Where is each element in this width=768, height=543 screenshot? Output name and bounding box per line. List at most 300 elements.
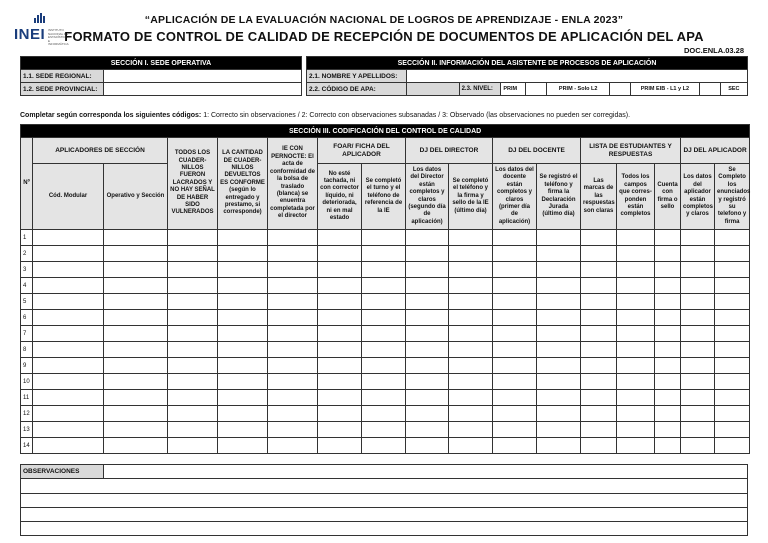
table-cell[interactable] xyxy=(268,230,318,246)
table-cell[interactable] xyxy=(655,390,681,406)
nivel-label: 2.3. NIVEL: xyxy=(459,83,501,96)
table-cell[interactable] xyxy=(362,326,406,342)
table-cell[interactable] xyxy=(406,358,449,374)
table-cell[interactable] xyxy=(33,342,104,358)
nombre-field[interactable] xyxy=(407,70,748,83)
table-cell[interactable] xyxy=(406,262,449,278)
table-cell[interactable] xyxy=(581,422,617,438)
table-cell[interactable] xyxy=(655,294,681,310)
table-cell[interactable] xyxy=(406,326,449,342)
table-cell[interactable] xyxy=(168,278,218,294)
table-cell[interactable] xyxy=(537,230,581,246)
table-cell[interactable] xyxy=(617,374,655,390)
table-cell[interactable] xyxy=(581,438,617,454)
row-number: 1 xyxy=(21,230,33,246)
table-cell[interactable] xyxy=(318,310,362,326)
table-cell[interactable] xyxy=(218,374,268,390)
table-cell[interactable] xyxy=(218,422,268,438)
codes-instructions xyxy=(20,112,630,119)
table-row xyxy=(21,358,750,374)
sede-provincial-field[interactable] xyxy=(104,83,302,96)
table-cell[interactable] xyxy=(168,422,218,438)
section3-body xyxy=(21,230,750,454)
row-number: 6 xyxy=(21,310,33,326)
table-cell[interactable] xyxy=(449,374,493,390)
row-number: 11 xyxy=(21,390,33,406)
table-cell[interactable] xyxy=(168,246,218,262)
table-cell[interactable] xyxy=(537,326,581,342)
table-cell[interactable] xyxy=(449,278,493,294)
table-cell[interactable] xyxy=(493,246,537,262)
table-cell[interactable] xyxy=(537,406,581,422)
table-row xyxy=(21,230,750,246)
table-cell[interactable] xyxy=(655,342,681,358)
table-cell[interactable] xyxy=(268,406,318,422)
table-cell[interactable] xyxy=(104,230,168,246)
row-number: 7 xyxy=(21,326,33,342)
row-number: 12 xyxy=(21,406,33,422)
table-cell[interactable] xyxy=(617,262,655,278)
table-cell[interactable] xyxy=(406,246,449,262)
table-cell[interactable] xyxy=(318,294,362,310)
table-cell[interactable] xyxy=(33,326,104,342)
table-cell[interactable] xyxy=(104,438,168,454)
row-number: 5 xyxy=(21,294,33,310)
table-cell[interactable] xyxy=(218,294,268,310)
logo-text: INEI xyxy=(14,26,46,43)
table-cell[interactable] xyxy=(449,406,493,422)
table-cell[interactable] xyxy=(655,374,681,390)
table-cell[interactable] xyxy=(581,278,617,294)
table-cell[interactable] xyxy=(493,326,537,342)
row-number: 10 xyxy=(21,374,33,390)
table-cell[interactable] xyxy=(715,342,750,358)
table-cell[interactable] xyxy=(104,390,168,406)
table-cell[interactable] xyxy=(168,438,218,454)
col-cantidad: LA CANTIDAD DE CUADER-NILLOS DEVUELTOS ES CONFORME (según lo entregado y prestamo, si corresponde) xyxy=(218,138,268,230)
nivel-prim-eib-label: PRIM EIB - L1 y L2 xyxy=(630,83,699,96)
table-cell[interactable] xyxy=(362,406,406,422)
table-cell[interactable] xyxy=(493,438,537,454)
table-cell[interactable] xyxy=(218,326,268,342)
table-cell[interactable] xyxy=(581,294,617,310)
col-dir-b: Se completó el teléfono y la firma y sello de la IE (último día) xyxy=(449,164,493,230)
table-cell[interactable] xyxy=(104,374,168,390)
table-cell[interactable] xyxy=(104,246,168,262)
section3-title: SECCIÓN III. CODIFICACIÓN DEL CONTROL DE CALIDAD xyxy=(21,125,750,138)
table-cell[interactable] xyxy=(104,326,168,342)
table-cell[interactable] xyxy=(715,246,750,262)
table-cell[interactable] xyxy=(449,262,493,278)
table-cell[interactable] xyxy=(318,438,362,454)
table-cell[interactable] xyxy=(617,230,655,246)
table-cell[interactable] xyxy=(681,262,715,278)
codes-lead: Completar según corresponda los siguientes códigos: xyxy=(20,112,202,119)
table-cell[interactable] xyxy=(681,230,715,246)
codigo-apa-field[interactable] xyxy=(407,83,459,96)
table-cell[interactable] xyxy=(715,230,750,246)
table-cell[interactable] xyxy=(104,310,168,326)
document-title: “APLICACIÓN DE LA EVALUACIÓN NACIONAL DE LOGROS DE APRENDIZAJE - ENLA 2023” xyxy=(144,14,624,26)
table-cell[interactable] xyxy=(715,358,750,374)
table-cell[interactable] xyxy=(617,390,655,406)
table-cell[interactable] xyxy=(362,374,406,390)
table-cell[interactable] xyxy=(33,230,104,246)
table-cell[interactable] xyxy=(617,326,655,342)
document-subtitle: FORMATO DE CONTROL DE CALIDAD DE RECEPCIÓN DE DOCUMENTOS DE APLICACIÓN DEL APA xyxy=(64,29,704,44)
table-cell[interactable] xyxy=(318,342,362,358)
table-cell[interactable] xyxy=(33,294,104,310)
table-cell[interactable] xyxy=(33,310,104,326)
table-cell[interactable] xyxy=(537,358,581,374)
table-cell[interactable] xyxy=(449,390,493,406)
table-row xyxy=(21,374,750,390)
table-cell[interactable] xyxy=(681,422,715,438)
table-cell[interactable] xyxy=(268,390,318,406)
table-cell[interactable] xyxy=(33,438,104,454)
table-cell[interactable] xyxy=(581,310,617,326)
table-cell[interactable] xyxy=(104,422,168,438)
table-cell[interactable] xyxy=(655,310,681,326)
table-cell[interactable] xyxy=(715,326,750,342)
col-cod-modular: Cód. Modular xyxy=(33,164,104,230)
sede-regional-field[interactable] xyxy=(104,70,302,83)
col-todos-los: TODOS LOS CUADER-NILLOS FUERON LACRADOS Y NO HAY SEÑAL DE HABER SIDO VULNERADOS xyxy=(168,138,218,230)
col-foar-b: Se completó el turno y el teléfono de referencia de la IE xyxy=(362,164,406,230)
table-cell[interactable] xyxy=(168,374,218,390)
nivel-prim-checkbox[interactable] xyxy=(526,83,547,96)
table-cell[interactable] xyxy=(681,278,715,294)
table-cell[interactable] xyxy=(406,374,449,390)
table-cell[interactable] xyxy=(33,390,104,406)
table-cell[interactable] xyxy=(617,278,655,294)
table-cell[interactable] xyxy=(449,246,493,262)
table-cell[interactable] xyxy=(168,342,218,358)
table-cell[interactable] xyxy=(406,438,449,454)
table-cell[interactable] xyxy=(218,278,268,294)
table-row xyxy=(21,422,750,438)
row-number: 3 xyxy=(21,262,33,278)
table-cell[interactable] xyxy=(104,342,168,358)
table-cell[interactable] xyxy=(681,358,715,374)
table-cell[interactable] xyxy=(493,342,537,358)
table-cell[interactable] xyxy=(218,342,268,358)
table-cell[interactable] xyxy=(218,310,268,326)
table-cell[interactable] xyxy=(617,342,655,358)
table-cell[interactable] xyxy=(581,358,617,374)
observaciones-line[interactable] xyxy=(21,479,748,493)
table-cell[interactable] xyxy=(318,374,362,390)
sede-provincial-label: 1.2. SEDE PROVINCIAL: xyxy=(21,83,104,96)
col-lista-c: Cuenta con firma o sello xyxy=(655,164,681,230)
table-cell[interactable] xyxy=(362,294,406,310)
table-cell[interactable] xyxy=(493,422,537,438)
table-cell[interactable] xyxy=(681,438,715,454)
table-cell[interactable] xyxy=(218,230,268,246)
table-cell[interactable] xyxy=(168,262,218,278)
table-cell[interactable] xyxy=(218,406,268,422)
col-dj-director: DJ DEL DIRECTOR xyxy=(406,138,493,164)
table-cell[interactable] xyxy=(362,390,406,406)
col-foar-a: No esté tachada, ni con corrector líquido, ni deteriorada, ni en mal estado xyxy=(318,164,362,230)
table-cell[interactable] xyxy=(493,310,537,326)
table-cell[interactable] xyxy=(168,310,218,326)
table-cell[interactable] xyxy=(655,422,681,438)
table-cell[interactable] xyxy=(318,326,362,342)
table-cell[interactable] xyxy=(581,326,617,342)
table-cell[interactable] xyxy=(581,230,617,246)
table-row xyxy=(21,390,750,406)
observaciones-line[interactable] xyxy=(21,493,748,507)
table-cell[interactable] xyxy=(449,422,493,438)
col-dir-a: Los datos del Director están completos y claros (segundo día de aplicación) xyxy=(406,164,449,230)
col-lista: LISTA DE ESTUDIANTES Y RESPUESTAS xyxy=(581,138,681,164)
table-cell[interactable] xyxy=(218,438,268,454)
table-cell[interactable] xyxy=(104,262,168,278)
table-cell[interactable] xyxy=(362,262,406,278)
table-cell[interactable] xyxy=(537,438,581,454)
table-row xyxy=(21,262,750,278)
table-cell[interactable] xyxy=(715,262,750,278)
table-cell[interactable] xyxy=(715,406,750,422)
table-cell[interactable] xyxy=(581,390,617,406)
table-cell[interactable] xyxy=(715,310,750,326)
table-cell[interactable] xyxy=(493,230,537,246)
table-cell[interactable] xyxy=(655,358,681,374)
table-cell[interactable] xyxy=(715,438,750,454)
table-cell[interactable] xyxy=(617,310,655,326)
table-cell[interactable] xyxy=(33,358,104,374)
table-cell[interactable] xyxy=(537,390,581,406)
table-cell[interactable] xyxy=(681,294,715,310)
table-cell[interactable] xyxy=(581,262,617,278)
table-cell[interactable] xyxy=(406,406,449,422)
table-cell[interactable] xyxy=(617,358,655,374)
table-cell[interactable] xyxy=(318,390,362,406)
table-cell[interactable] xyxy=(449,358,493,374)
table-cell[interactable] xyxy=(655,278,681,294)
col-lista-b: Todos los campos que corres-ponden están completos xyxy=(617,164,655,230)
table-cell[interactable] xyxy=(318,246,362,262)
table-cell[interactable] xyxy=(449,342,493,358)
nivel-prim-l2-label: PRIM - Solo L2 xyxy=(547,83,610,96)
table-cell[interactable] xyxy=(655,262,681,278)
table-cell[interactable] xyxy=(617,422,655,438)
col-aplicadores: APLICADORES DE SECCIÓN xyxy=(33,138,168,164)
table-cell[interactable] xyxy=(362,230,406,246)
table-cell[interactable] xyxy=(362,422,406,438)
table-cell[interactable] xyxy=(168,358,218,374)
table-cell[interactable] xyxy=(406,390,449,406)
observaciones-line[interactable] xyxy=(21,507,748,521)
nivel-prim-l2-checkbox[interactable] xyxy=(610,83,631,96)
table-cell[interactable] xyxy=(681,342,715,358)
table-cell[interactable] xyxy=(268,326,318,342)
table-cell[interactable] xyxy=(493,294,537,310)
table-cell[interactable] xyxy=(318,230,362,246)
col-dj-aplicador: DJ DEL APLICADOR xyxy=(681,138,750,164)
table-cell[interactable] xyxy=(681,374,715,390)
table-cell[interactable] xyxy=(33,278,104,294)
table-cell[interactable] xyxy=(406,422,449,438)
table-cell[interactable] xyxy=(33,374,104,390)
table-cell[interactable] xyxy=(655,438,681,454)
table-cell[interactable] xyxy=(681,326,715,342)
table-cell[interactable] xyxy=(362,438,406,454)
table-cell[interactable] xyxy=(617,406,655,422)
table-cell[interactable] xyxy=(268,294,318,310)
table-cell[interactable] xyxy=(104,406,168,422)
section3-table xyxy=(20,124,750,454)
row-number: 8 xyxy=(21,342,33,358)
table-cell[interactable] xyxy=(537,278,581,294)
col-dj-docente: DJ DEL DOCENTE xyxy=(493,138,581,164)
observaciones-line[interactable] xyxy=(21,522,748,536)
table-cell[interactable] xyxy=(537,342,581,358)
table-cell[interactable] xyxy=(655,326,681,342)
table-cell[interactable] xyxy=(406,342,449,358)
table-cell[interactable] xyxy=(449,310,493,326)
table-row xyxy=(21,438,750,454)
table-cell[interactable] xyxy=(681,246,715,262)
table-cell[interactable] xyxy=(537,422,581,438)
table-cell[interactable] xyxy=(715,390,750,406)
observaciones-line[interactable] xyxy=(104,465,748,479)
table-cell[interactable] xyxy=(655,230,681,246)
table-cell[interactable] xyxy=(681,390,715,406)
table-cell[interactable] xyxy=(218,246,268,262)
table-cell[interactable] xyxy=(218,262,268,278)
table-cell[interactable] xyxy=(168,406,218,422)
table-cell[interactable] xyxy=(104,358,168,374)
table-row xyxy=(21,246,750,262)
codes-text: 1: Correcto sin observaciones / 2: Correcto con observaciones subsanadas / 3: Observado (las observaciones no pueden ser corregidas). xyxy=(201,112,631,119)
table-cell[interactable] xyxy=(493,278,537,294)
table-cell[interactable] xyxy=(406,294,449,310)
nombre-label: 2.1. NOMBRE Y APELLIDOS: xyxy=(307,70,407,83)
col-doc-a: Los datos del docente están completos y claros (primer día de aplicación) xyxy=(493,164,537,230)
table-cell[interactable] xyxy=(318,406,362,422)
table-cell[interactable] xyxy=(33,422,104,438)
table-cell[interactable] xyxy=(168,230,218,246)
row-number: 9 xyxy=(21,358,33,374)
table-cell[interactable] xyxy=(362,342,406,358)
table-cell[interactable] xyxy=(218,358,268,374)
table-cell[interactable] xyxy=(715,422,750,438)
col-apl-a: Los datos del aplicador están completos y claros xyxy=(681,164,715,230)
table-cell[interactable] xyxy=(493,374,537,390)
table-cell[interactable] xyxy=(537,310,581,326)
table-cell[interactable] xyxy=(655,246,681,262)
logo-subtext: INSTITUTO NACIONAL DE ESTADÍSTICA E INFORMÁTICA xyxy=(48,28,69,46)
nivel-sec-label: SEC xyxy=(720,83,747,96)
table-cell[interactable] xyxy=(493,390,537,406)
table-cell[interactable] xyxy=(362,246,406,262)
table-cell[interactable] xyxy=(218,390,268,406)
table-cell[interactable] xyxy=(33,406,104,422)
sede-regional-label: 1.1. SEDE REGIONAL: xyxy=(21,70,104,83)
table-cell[interactable] xyxy=(268,246,318,262)
table-cell[interactable] xyxy=(715,374,750,390)
table-cell[interactable] xyxy=(268,422,318,438)
table-cell[interactable] xyxy=(681,406,715,422)
table-cell[interactable] xyxy=(581,342,617,358)
table-cell[interactable] xyxy=(406,230,449,246)
col-foar: FOAR/ FICHA DEL APLICADOR xyxy=(318,138,406,164)
table-cell[interactable] xyxy=(581,246,617,262)
observaciones-table xyxy=(20,464,748,536)
table-cell[interactable] xyxy=(537,246,581,262)
nivel-prim-label: PRIM xyxy=(501,83,526,96)
col-ie-con: IE CON PERNOCTE: El acta de conformidad de la bolsa de traslado (blanca) se enuentra completada por el director xyxy=(268,138,318,230)
table-cell[interactable] xyxy=(406,310,449,326)
table-cell[interactable] xyxy=(362,310,406,326)
table-row xyxy=(21,278,750,294)
table-cell[interactable] xyxy=(168,326,218,342)
table-cell[interactable] xyxy=(493,358,537,374)
section2-table xyxy=(306,56,748,96)
table-cell[interactable] xyxy=(168,294,218,310)
row-number: 13 xyxy=(21,422,33,438)
table-cell[interactable] xyxy=(168,390,218,406)
table-cell[interactable] xyxy=(318,262,362,278)
table-cell[interactable] xyxy=(715,278,750,294)
table-cell[interactable] xyxy=(268,358,318,374)
table-cell[interactable] xyxy=(318,358,362,374)
table-cell[interactable] xyxy=(449,230,493,246)
table-cell[interactable] xyxy=(655,406,681,422)
table-cell[interactable] xyxy=(537,374,581,390)
table-cell[interactable] xyxy=(537,262,581,278)
table-cell[interactable] xyxy=(681,310,715,326)
table-cell[interactable] xyxy=(362,358,406,374)
table-cell[interactable] xyxy=(104,278,168,294)
table-cell[interactable] xyxy=(268,374,318,390)
table-cell[interactable] xyxy=(617,246,655,262)
nivel-prim-eib-checkbox[interactable] xyxy=(699,83,720,96)
table-cell[interactable] xyxy=(715,294,750,310)
table-cell[interactable] xyxy=(449,438,493,454)
table-cell[interactable] xyxy=(617,438,655,454)
table-cell[interactable] xyxy=(268,310,318,326)
table-cell[interactable] xyxy=(268,262,318,278)
table-cell[interactable] xyxy=(33,262,104,278)
table-cell[interactable] xyxy=(33,246,104,262)
table-cell[interactable] xyxy=(268,278,318,294)
table-cell[interactable] xyxy=(581,406,617,422)
table-cell[interactable] xyxy=(362,278,406,294)
table-cell[interactable] xyxy=(537,294,581,310)
table-cell[interactable] xyxy=(268,342,318,358)
table-cell[interactable] xyxy=(449,326,493,342)
codigo-apa-label: 2.2. CÓDIGO DE APA: xyxy=(307,83,407,96)
table-cell[interactable] xyxy=(449,294,493,310)
row-number: 2 xyxy=(21,246,33,262)
table-cell[interactable] xyxy=(493,262,537,278)
table-cell[interactable] xyxy=(406,278,449,294)
table-cell[interactable] xyxy=(617,294,655,310)
table-cell[interactable] xyxy=(581,374,617,390)
table-cell[interactable] xyxy=(318,278,362,294)
table-cell[interactable] xyxy=(318,422,362,438)
col-operativo: Operativo y Sección xyxy=(104,164,168,230)
table-row xyxy=(21,342,750,358)
table-row xyxy=(21,294,750,310)
table-cell[interactable] xyxy=(104,294,168,310)
row-number: 4 xyxy=(21,278,33,294)
table-cell[interactable] xyxy=(493,406,537,422)
table-cell[interactable] xyxy=(268,438,318,454)
